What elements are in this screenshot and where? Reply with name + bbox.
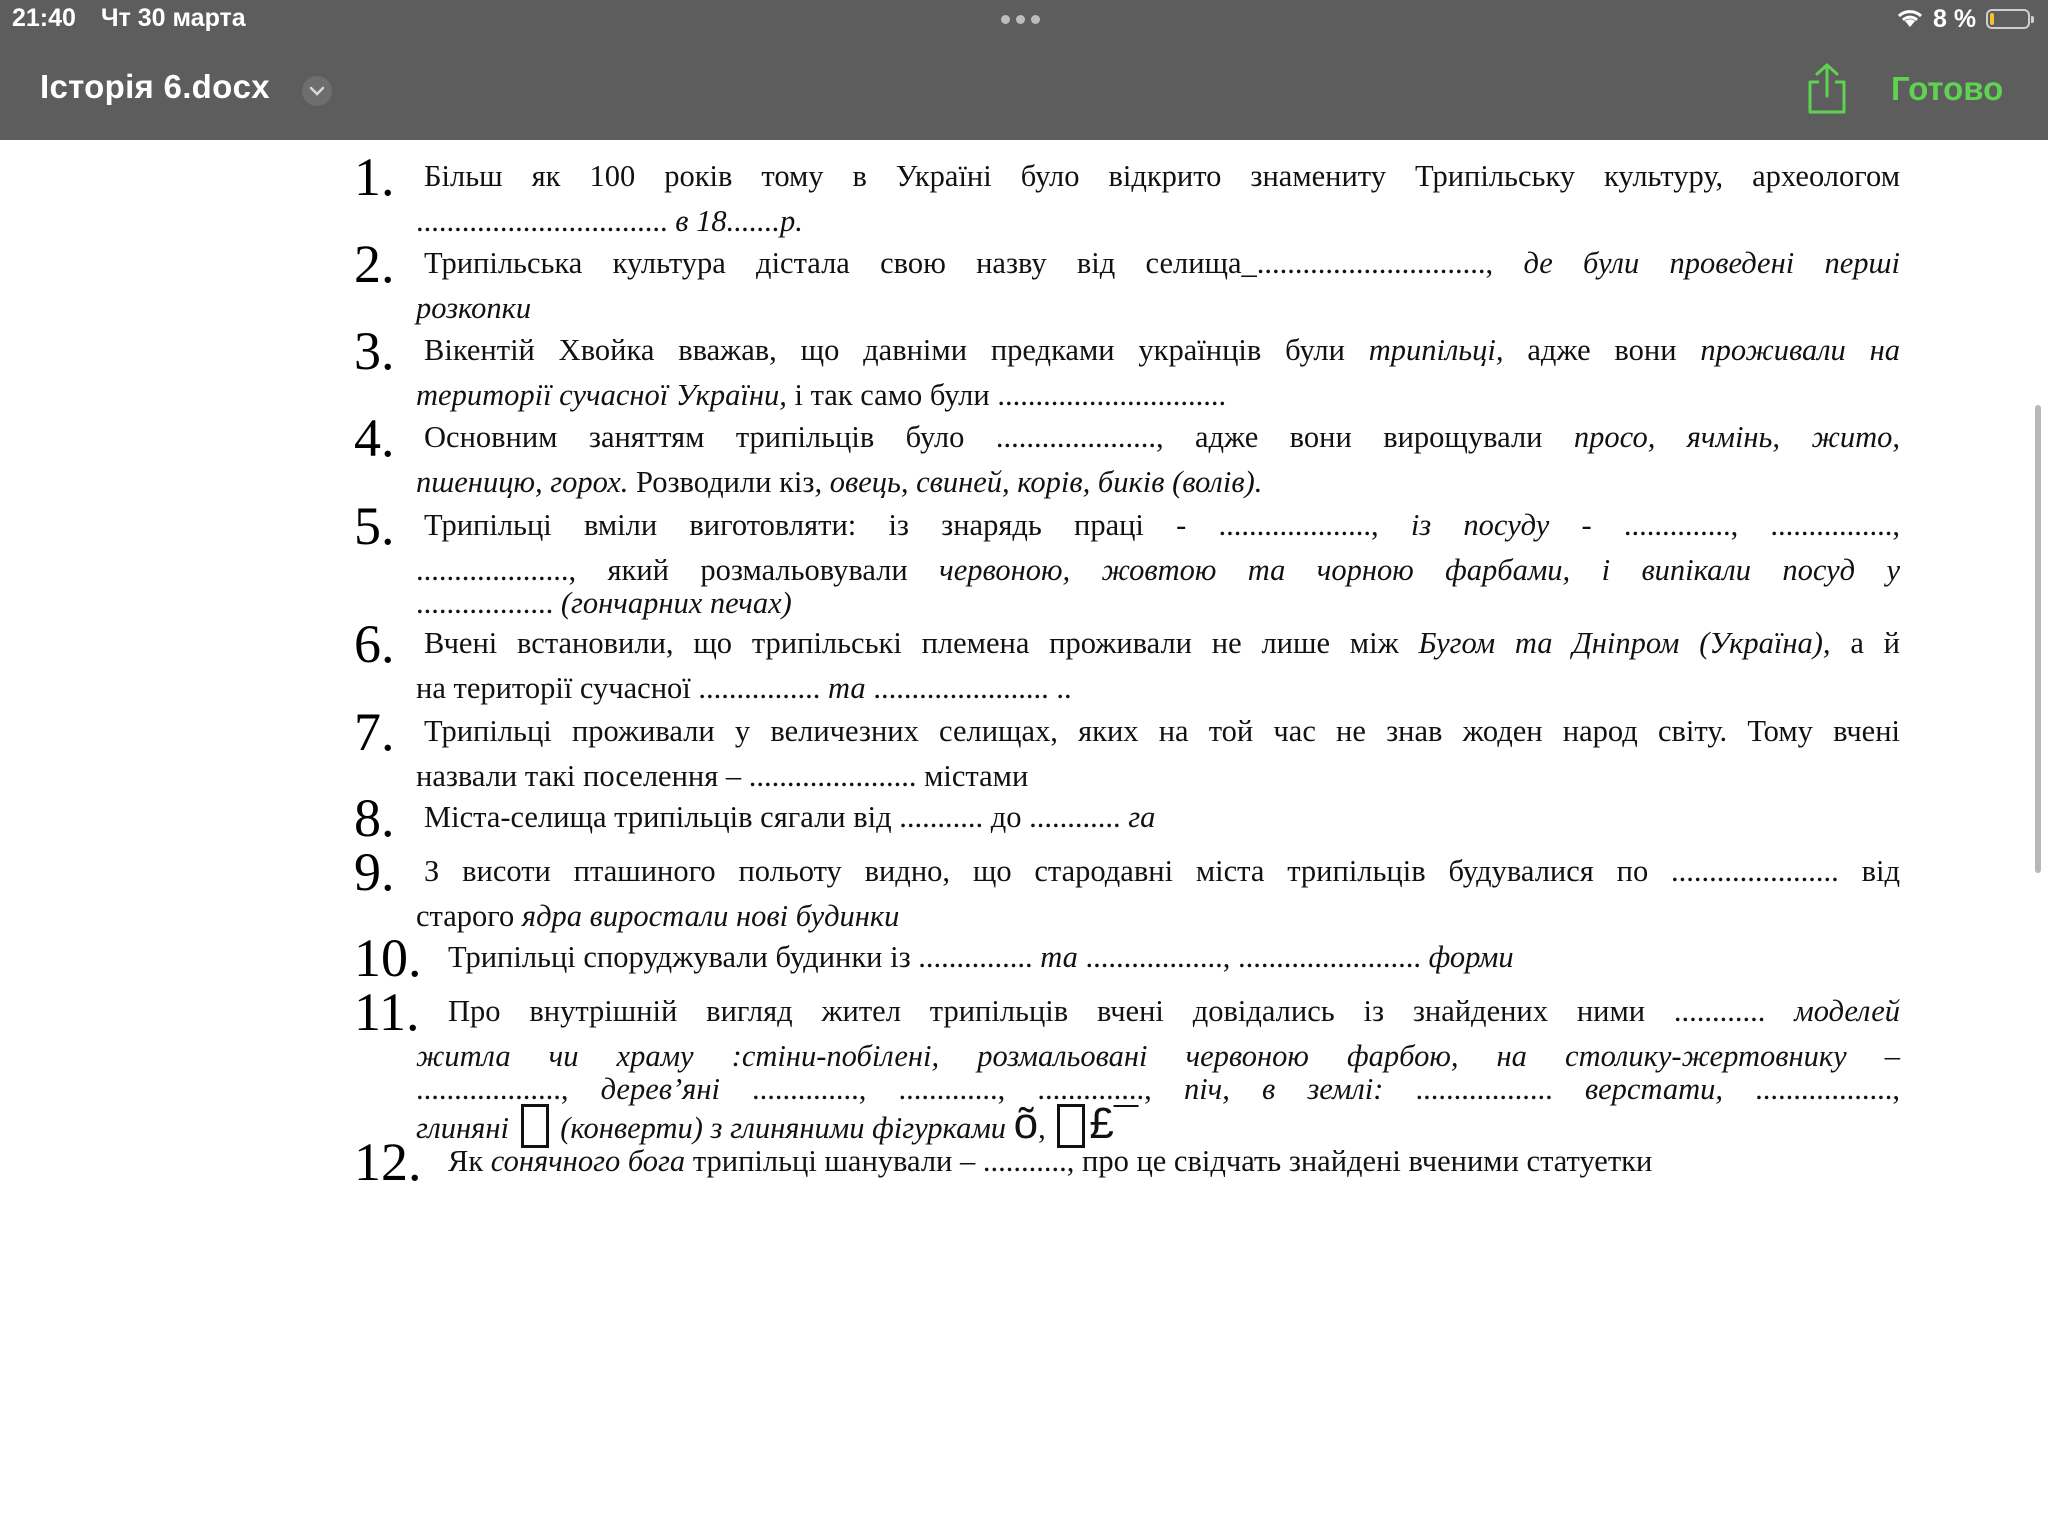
question-line	[424, 419, 1900, 455]
multitasking-dots-icon[interactable]	[1001, 15, 1040, 24]
text-run: пшеницю, горох.	[416, 465, 629, 499]
question-number: 7.	[354, 702, 395, 762]
question-number: 4.	[354, 408, 395, 468]
text-run: .................................	[416, 204, 676, 238]
text-run: житла чи храму :стіни-побілені, розмальовані червоною фарбою, на столику-жертовнику –	[416, 1039, 1900, 1073]
question-line	[424, 799, 1900, 835]
text-run: сонячного бога	[490, 1144, 686, 1178]
question-line	[424, 245, 1900, 281]
text-run: із посуду -	[1410, 508, 1592, 542]
question-line	[416, 464, 1900, 500]
text-run: червоною, жовтою та чорною фарбами, і випікали посуд у	[939, 553, 1900, 587]
question-12	[354, 1132, 1900, 1217]
text-run: õ	[1013, 1099, 1039, 1148]
question-line	[416, 552, 1900, 588]
text-run: а й	[1830, 626, 1900, 660]
text-run: Як	[448, 1144, 491, 1178]
question-number: 12.	[354, 1132, 422, 1192]
question-line	[424, 158, 1900, 194]
text-run: .............., ............., ..............,	[719, 1072, 1184, 1106]
text-run: і так само були ..............................	[786, 378, 1227, 412]
text-run: старого	[416, 899, 522, 933]
question-number: 10.	[354, 928, 422, 988]
text-run: ...................,	[416, 1072, 601, 1106]
text-run: Трипільці споруджували будинки із ...............	[448, 940, 1041, 974]
text-run: та	[1040, 940, 1078, 974]
question-line	[416, 758, 1900, 794]
text-run: ...................., який розмальовували	[416, 553, 940, 587]
status-time: 21:40	[12, 4, 76, 32]
text-run: Бугом та Дніпром (Україна),	[1418, 626, 1831, 660]
text-run: Міста-селища трипільців сягали від ........... до ............	[424, 800, 1129, 834]
status-date: Чт 30 марта	[101, 4, 246, 32]
text-run: проживали на	[1700, 333, 1900, 367]
text-run: Про внутрішній вигляд жител трипільців вчені довідались із знайдених ними ............	[448, 994, 1795, 1028]
text-run: .................., ........................	[1077, 940, 1429, 974]
question-line	[448, 993, 1900, 1029]
document-title[interactable]: Історія 6.docx	[40, 68, 270, 105]
question-number: 1.	[354, 147, 395, 207]
text-run: на території сучасної ................	[416, 671, 829, 705]
question-line	[416, 1099, 1900, 1148]
text-run: Основним заняттям трипільців було ....................., адже вони вирощували	[424, 420, 1574, 454]
text-run: ядра виростали нові будинки	[521, 899, 900, 933]
wifi-icon	[1896, 7, 1924, 29]
text-run: в 18.......р.	[675, 204, 803, 238]
text-run: просо, ячмінь, жито,	[1573, 420, 1900, 454]
text-run: адже вони	[1503, 333, 1701, 367]
text-run: , овець, свиней, корів, биків (волів).	[814, 465, 1263, 499]
missing-glyph-box	[1057, 1104, 1085, 1148]
text-run: Вчені встановили, що трипільські племена проживали не лише між	[424, 626, 1419, 660]
text-run: глиняні	[416, 1111, 517, 1145]
question-line	[416, 290, 1900, 326]
question-line	[416, 377, 1900, 413]
question-number: 11.	[354, 982, 420, 1042]
question-line	[424, 853, 1900, 889]
text-run: Вікентій Хвойка вважав, що давніми предками українців були	[424, 333, 1369, 367]
question-line	[424, 507, 1900, 543]
missing-glyph-box	[521, 1104, 549, 1148]
text-run: га	[1128, 800, 1156, 834]
text-run: ....................... ..	[865, 671, 1072, 705]
question-number: 5.	[354, 496, 395, 556]
question-line	[448, 939, 1900, 975]
question-line	[416, 898, 1900, 934]
text-run: (конверти) з глиняними фігурками	[552, 1111, 1014, 1145]
question-number: 9.	[354, 842, 395, 902]
text-run: Розводили кіз	[628, 465, 815, 499]
question-line	[416, 203, 1900, 239]
text-run: піч, в землі:	[1183, 1072, 1384, 1106]
text-run: дерев’яні	[600, 1072, 720, 1106]
scrollbar[interactable]	[2035, 405, 2041, 873]
text-run: £¯	[1089, 1099, 1139, 1148]
text-run: .............., ................,	[1591, 508, 1901, 542]
text-run: назвали такі поселення – ...................... містами	[416, 759, 1029, 793]
question-number: 3.	[354, 321, 395, 381]
text-run: верстати,	[1584, 1072, 1724, 1106]
question-number: 8.	[354, 788, 395, 848]
text-run: (гончарних печах)	[560, 586, 792, 620]
text-run: ,	[1038, 1111, 1054, 1145]
text-run: Більш як 100 років тому в Україні було відкрито знамениту Трипільську культуру, археологом	[424, 159, 1900, 193]
done-button[interactable]: Готово	[1891, 70, 2004, 107]
battery-icon	[1986, 9, 2030, 29]
text-run: ..................,	[1723, 1072, 1901, 1106]
battery-percent: 8 %	[1933, 5, 1977, 33]
text-run: З висоти пташиного польоту видно, що стародавні міста трипільців будувалися по ...................... від	[424, 854, 1900, 888]
question-number: 6.	[354, 614, 395, 674]
text-run: Трипільська культура дістала свою назву від селища_..............................,	[424, 246, 1524, 280]
text-run: форми	[1428, 940, 1514, 974]
question-line	[424, 332, 1900, 368]
question-line	[416, 670, 1900, 706]
question-line	[448, 1143, 1900, 1179]
text-run: ..................	[416, 586, 561, 620]
text-run: моделей	[1794, 994, 1900, 1028]
text-run: території сучасної України,	[416, 378, 787, 412]
text-run: трипільці,	[1368, 333, 1504, 367]
text-run: де були проведені перші	[1523, 246, 1900, 280]
chevron-down-icon[interactable]	[302, 76, 332, 106]
question-line	[424, 713, 1900, 749]
text-run: ..................	[1383, 1072, 1585, 1106]
text-run: розкопки	[416, 291, 532, 325]
question-line	[424, 625, 1900, 661]
share-icon[interactable]	[1804, 62, 1850, 116]
question-number: 2.	[354, 234, 395, 294]
question-line	[416, 585, 1900, 621]
document-page[interactable]	[0, 140, 2048, 1536]
text-run: Трипільці вміли виготовляти: із знарядь праці - ....................,	[424, 508, 1411, 542]
text-run: трипільці шанували – ..........., про це свідчать знайдені вченими статуетки	[685, 1144, 1653, 1178]
question-line	[416, 1071, 1900, 1107]
text-run: Трипільці проживали у величезних селищах, яких на той час не знав жоден народ світу. Тому вчені	[424, 714, 1900, 748]
top-bar	[0, 0, 2048, 140]
text-run: та	[828, 671, 866, 705]
question-line	[416, 1038, 1900, 1074]
